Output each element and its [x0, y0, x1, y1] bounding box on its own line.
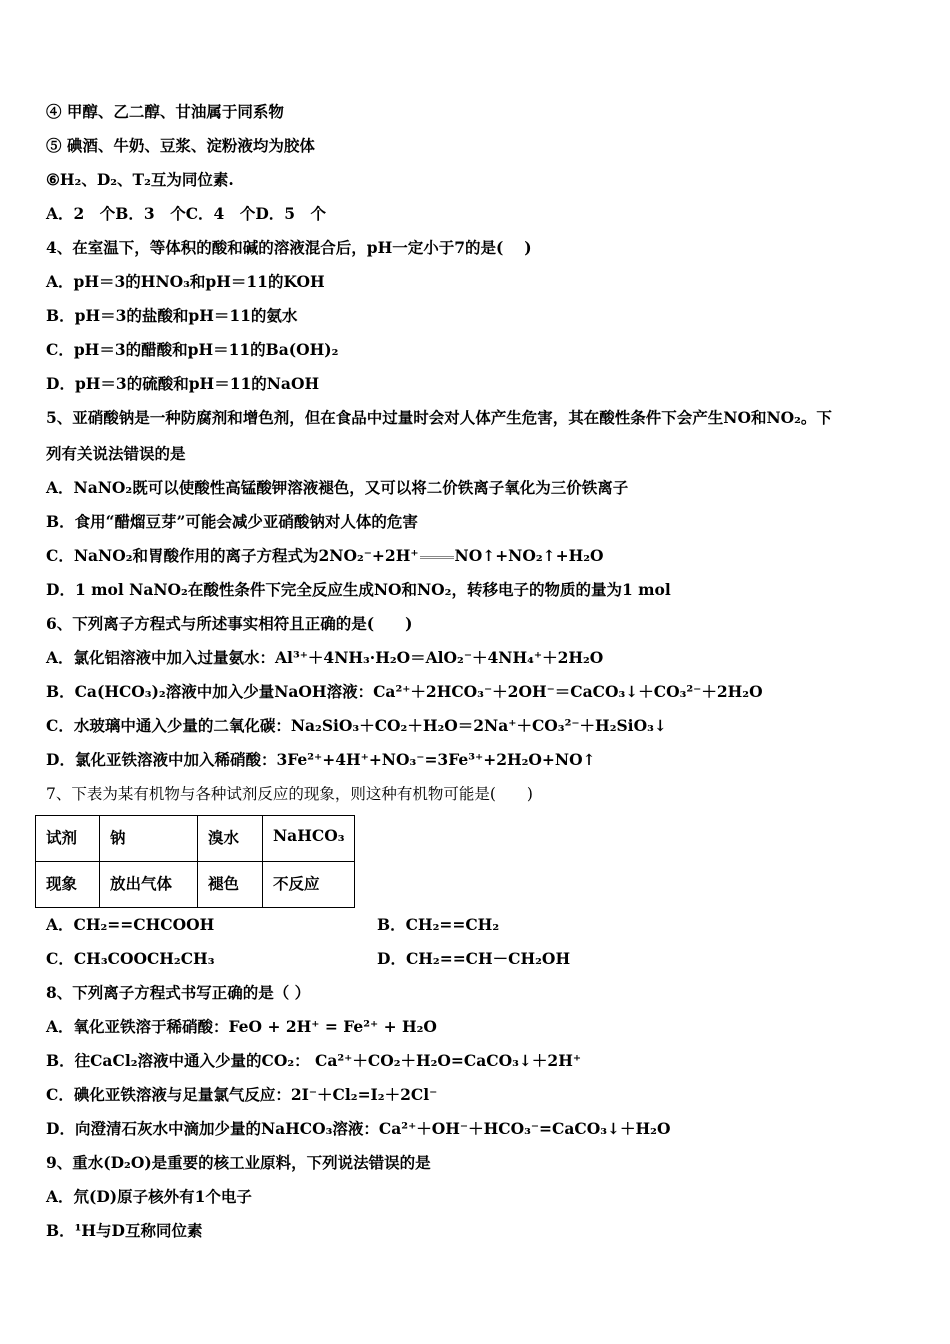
question-7-option-a: A．CH₂==CHCOOH [46, 915, 215, 934]
table-cell: 现象 [36, 862, 100, 908]
question-6-option-b: B．Ca(HCO₃)₂溶液中加入少量NaOH溶液：Ca²⁺＋2HCO₃⁻＋2OH⁻＝CaCO₃↓＋CO₃²⁻＋2H₂O [46, 682, 763, 701]
table-cell: 不反应 [263, 862, 355, 908]
question-8: 8、下列离子方程式书写正确的是（ ） [46, 983, 311, 1002]
table-cell: 放出气体 [100, 862, 198, 908]
table-cell: NaHCO₃ [263, 816, 355, 862]
line-2: ⑤ 碘酒、牛奶、豆浆、淀粉液均为胶体 [46, 136, 315, 155]
question-6-option-c: C．水玻璃中通入少量的二氧化碳：Na₂SiO₃＋CO₂＋H₂O＝2Na⁺＋CO₃²⁻＋H₂SiO₃↓ [46, 716, 667, 735]
reaction-table [35, 815, 355, 908]
question-5: 5、亚硝酸钠是一种防腐剂和增色剂，但在食品中过量时会对人体产生危害，其在酸性条件下会产生NO和NO₂。下 [46, 408, 832, 427]
question-5-option-a: A．NaNO₂既可以使酸性高锰酸钾溶液褪色，又可以将二价铁离子氧化为三价铁离子 [46, 478, 629, 497]
question-7-option-d: D．CH₂==CH－CH₂OH [377, 949, 571, 968]
question-9-option-a: A．氘(D)原子核外有1个电子 [46, 1187, 252, 1206]
line-1: ④ 甲醇、乙二醇、甘油属于同系物 [46, 102, 284, 121]
question-4-option-b: B．pH＝3的盐酸和pH＝11的氨水 [46, 306, 298, 325]
table-cell: 试剂 [36, 816, 100, 862]
question-8-option-b: B．往CaCl₂溶液中通入少量的CO₂： Ca²⁺＋CO₂＋H₂O=CaCO₃↓＋2H⁺ [46, 1051, 582, 1070]
line-3: ⑥H₂、D₂、T₂互为同位素. [46, 170, 234, 189]
question-7: 7、下表为某有机物与各种试剂反应的现象，则这种有机物可能是( ) [46, 785, 533, 803]
question-5-cont: 列有关说法错误的是 [46, 444, 186, 463]
question-8-option-a: A．氧化亚铁溶于稀硝酸：FeO + 2H⁺ = Fe²⁺ + H₂O [46, 1017, 437, 1036]
question-5-option-c [46, 546, 604, 566]
table-row [36, 862, 355, 908]
question-6: 6、下列离子方程式与所述事实相符且正确的是( ) [46, 614, 413, 633]
equals-arrow-icon [420, 556, 454, 559]
question-7-option-c: C．CH₃COOCH₂CH₃ [46, 949, 215, 968]
question-5-option-c-post: NO↑+NO₂↑+H₂O [454, 546, 604, 565]
question-4-option-c: C．pH＝3的醋酸和pH＝11的Ba(OH)₂ [46, 340, 339, 359]
table-row [36, 816, 355, 862]
question-6-option-a: A．氯化铝溶液中加入过量氨水：Al³⁺＋4NH₃·H₂O＝AlO₂⁻＋4NH₄⁺＋2H₂O [46, 648, 604, 667]
line-4-options: A．2 个B．3 个C．4 个D．5 个 [46, 204, 327, 223]
question-5-option-c-pre: C．NaNO₂和胃酸作用的离子方程式为2NO₂⁻+2H⁺ [46, 546, 419, 565]
table-cell: 钠 [100, 816, 198, 862]
question-8-option-d: D．向澄清石灰水中滴加少量的NaHCO₃溶液：Ca²⁺＋OH⁻＋HCO₃⁻=CaCO₃↓＋H₂O [46, 1119, 671, 1138]
question-8-option-c: C．碘化亚铁溶液与足量氯气反应：2I⁻＋Cl₂=I₂＋2Cl⁻ [46, 1085, 438, 1104]
question-9: 9、重水(D₂O)是重要的核工业原料，下列说法错误的是 [46, 1153, 431, 1172]
question-5-option-d: D．1 mol NaNO₂在酸性条件下完全反应生成NO和NO₂，转移电子的物质的量为1 mol [46, 580, 671, 599]
question-5-option-b: B．食用“醋熘豆芽”可能会减少亚硝酸钠对人体的危害 [46, 512, 418, 531]
question-4-option-d: D．pH＝3的硫酸和pH＝11的NaOH [46, 374, 320, 393]
question-7-option-b: B．CH₂==CH₂ [377, 915, 500, 934]
table-cell: 溴水 [198, 816, 263, 862]
question-9-option-b: B．¹H与D互称同位素 [46, 1221, 203, 1240]
question-4: 4、在室温下，等体积的酸和碱的溶液混合后，pH一定小于7的是( ) [46, 238, 532, 257]
question-4-option-a: A．pH＝3的HNO₃和pH＝11的KOH [46, 272, 325, 291]
question-6-option-d: D．氯化亚铁溶液中加入稀硝酸：3Fe²⁺+4H⁺+NO₃⁻=3Fe³⁺+2H₂O+NO↑ [46, 750, 596, 769]
table-cell: 褪色 [198, 862, 263, 908]
